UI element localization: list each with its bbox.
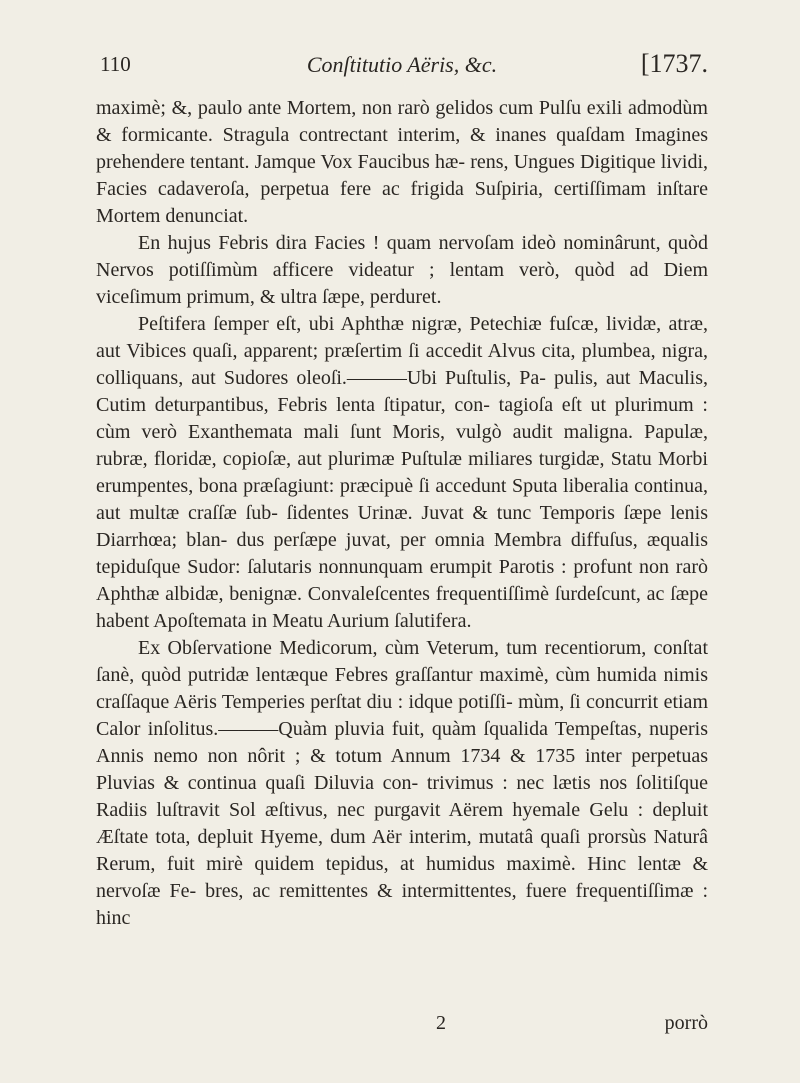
- running-title: Conſtitutio Aëris, &c.: [306, 52, 498, 77]
- year-marker: [1737.: [640, 49, 708, 78]
- paragraph-2: En hujus Febris dira Facies ! quam nervoſam ideò nominârunt, quòd Nervos potiſſimùm afficere videatur ; lentam verò, quòd ad Diem viceſimum primum, & ultra ſæpe, perduret.: [96, 232, 708, 308]
- page-footer: [96, 1012, 708, 1040]
- signature-mark: 2: [436, 1012, 446, 1034]
- paragraph-4: Ex Obſervatione Medicorum, cùm Veterum, tum recentiorum, conſtat ſanè, quòd putridæ lentæque Febres graſſantur maximè, cùm humida nimis craſſaque Aëris Temperies perſtat diu : idque potiſſi- mùm, ſi concurrit etiam Calor inſolitus.———Quàm pluvia fuit, quàm ſqualida Tempeſtas, nuperis Annis nemo non nôrit ; & totum Annum 1734 & 1735 inter perpetuas Pluvias & continua quaſi Diluvia con- trivimus : nec lætis nos ſolitiſque Radiis luſtravit Sol æſtivus, nec purgavit Aërem hyemale Gelu : depluit Æſtate tota, depluit Hyeme, dum Aër interim, mutatâ quaſi prorsùs Naturâ Rerum, fuit mirè quidem tepidus, at humidus maximè. Hinc lentæ & nervoſæ Fe- bres, ac remittentes & intermittentes, fuere frequentiſſimæ : hinc: [96, 637, 708, 929]
- paragraph-1: maximè; &, paulo ante Mortem, non rarò gelidos cum Pulſu exili admodùm & formicante. Stragula contrectant interim, & inanes quaſdam Imagines prehendere tentant. Jamque Vox Faucibus hæ- rens, Ungues Digitique lividi, Facies cadaveroſa, perpetua fere ac frigida Suſpiria, certiſſimam inſtare Mortem denunciat.: [96, 97, 708, 227]
- text-body: [96, 95, 708, 932]
- running-header: [96, 49, 708, 92]
- catchword: porrò: [664, 1012, 708, 1034]
- paragraph-3: Peſtifera ſemper eſt, ubi Aphthæ nigræ, Petechiæ fuſcæ, lividæ, atræ, aut Vibices quaſi, apparent; præſertim ſi accedit Alvus cita, plumbea, nigra, colliquans, aut Sudores oleoſi.———Ubi Puſtulis, Pa- pulis, aut Maculis, Cutim deturpantibus, Febris lenta ſtipatur, con- tagioſa eſt ut plurimum : cùm verò Exanthemata mali ſunt Moris, vulgò audit maligna. Papulæ, rubræ, floridæ, copioſæ, aut plurimæ Puſtulæ miliares turgidæ, Statu Morbi erumpentes, bona præſagiunt: præcipuè ſi accedunt Sputa liberalia continua, aut multæ craſſæ ſub- ſidentes Urinæ. Juvat & tunc Temporis ſæpe lenis Diarrhœa; blan- dus perſæpe juvat, per omnia Membra diffuſus, æqualis tepiduſque Sudor: ſalutaris nonnunquam erumpit Parotis : profunt non rarò Aphthæ albidæ, benignæ. Convaleſcentes frequentiſſimè ſurdeſcunt, ac ſæpe habent Apoſtemata in Meatu Aurium ſalutifera.: [96, 313, 708, 632]
- page-number: 110: [100, 52, 131, 76]
